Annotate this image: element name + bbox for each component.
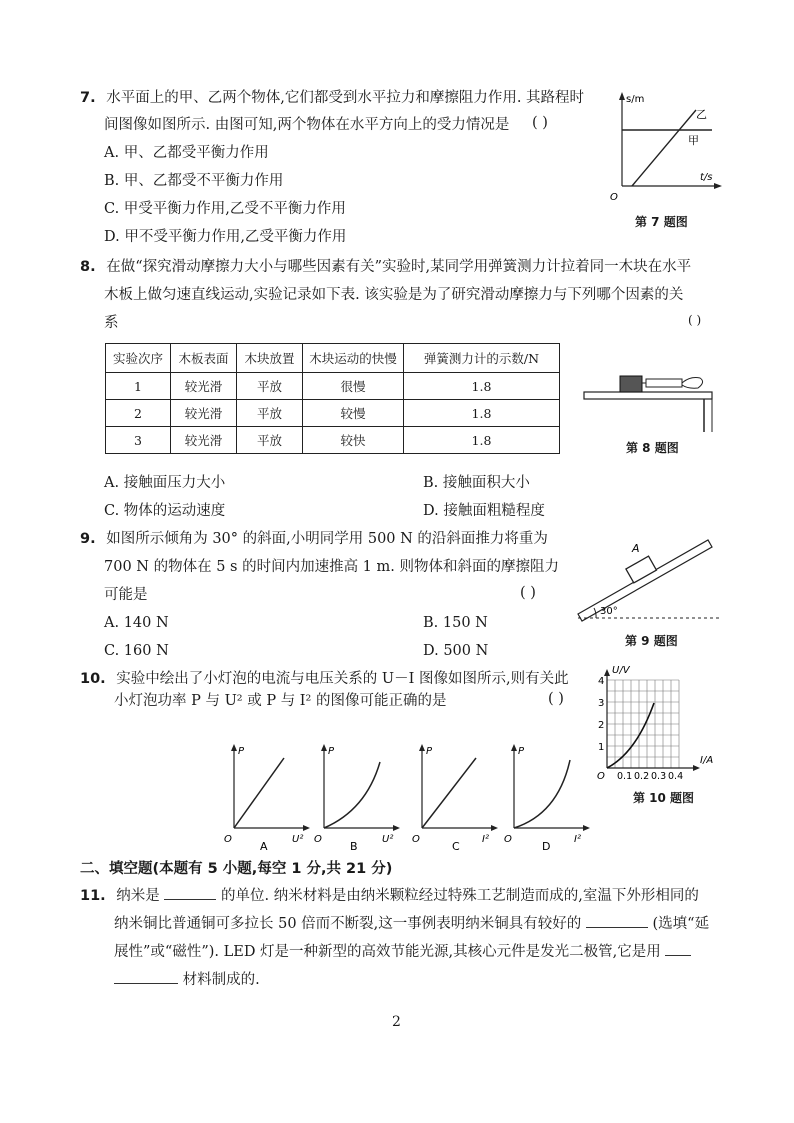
table-cell: 1.8 [404,373,560,400]
q7-figure [608,88,728,213]
q10-text-1: 实验中绘出了小灯泡的电流与电压关系的 U－I 图像如图所示,则有关此 [116,671,569,687]
q10-answer-paren: ( ) [548,691,564,707]
q10-x-arrow [693,765,700,771]
q9-option-b: B. 150 N [423,615,488,631]
table-row [106,427,560,454]
q11-number: 11. [80,888,106,904]
q8-spring-scale [646,379,682,387]
q10-ytick: 3 [598,698,605,709]
section-2-title: 二、填空题(本题有 5 小题,每空 1 分,共 21 分) [80,861,393,877]
table-cell: 1.8 [404,400,560,427]
q7-caption: 第 7 题图 [635,215,688,229]
table-cell: 较慢 [303,400,404,427]
q7-ylabel: s/m [626,94,645,105]
table-cell: 较光滑 [171,373,237,400]
table-cell: 2 [106,400,171,427]
q7-text-1: 水平面上的甲、乙两个物体,它们都受到水平拉力和摩擦阻力作用. 其路程时 [106,90,585,106]
q11-text-1b: 的单位. 纳米材料是由纳米颗粒经过特殊工艺制造而成的,室温下外形相同的 [221,888,699,904]
q11-text-3a: 展性”或“磁性”). LED 灯是一种新型的高效节能光源,其核心元件是发光二极管,它是用 [114,944,661,960]
q10-graph-c-origin: O [412,834,420,845]
q9-answer-paren: ( ) [520,585,536,601]
q10-graph-c-ylabel: P [426,746,433,757]
q10-graph-d [502,742,592,852]
table-row [106,373,560,400]
q11-text-1a: 纳米是 [116,888,160,904]
q10-graph-b-letter: B [350,840,358,852]
q7-option-c: C. 甲受平衡力作用,乙受不平衡力作用 [104,201,346,217]
q8-caption: 第 8 题图 [626,441,679,455]
table-cell: 平放 [237,400,303,427]
q10-graph-b-curve [324,762,380,828]
q9-line3: 可能是 [104,587,148,603]
table-cell: 1 [106,373,171,400]
q8-table [105,343,560,454]
q10-xtick: 0.4 [668,771,684,782]
q8-option-a: A. 接触面压力大小 [104,475,226,491]
q8-number: 8. [80,259,96,275]
q9-option-d: D. 500 N [423,643,489,659]
q8-line2: 木板上做匀速直线运动,实验记录如下表. 该实验是为了研究滑动摩擦力与下列哪个因素的关 [104,287,684,303]
q11-text-4b: 材料制成的. [182,972,260,988]
q7-option-b: B. 甲、乙都受不平衡力作用 [104,173,284,189]
q9-line2: 700 N 的物体在 5 s 的时间内加速推高 1 m. 则物体和斜面的摩擦阻力 [104,559,559,575]
q10-graph-b-xlabel: U² [382,834,394,845]
q10-graph-b [312,742,402,852]
q10-graph-d-xlabel: I² [574,834,581,845]
q9-angle-label: 30° [600,606,618,617]
q10-graph-a [222,742,312,852]
q7-number: 7. [80,90,96,106]
q11-blank-1[interactable] [164,885,216,900]
q8-line1 [80,257,691,277]
q10-xlabel: I/A [700,755,714,766]
q9-option-c: C. 160 N [104,643,169,659]
q10-caption: 第 10 题图 [633,791,695,805]
q11-line3 [114,941,691,962]
table-header: 木块运动的快慢 [303,344,404,373]
q7-option-a: A. 甲、乙都受平衡力作用 [104,145,269,161]
table-cell: 较光滑 [171,400,237,427]
q7-label-jia: 甲 [688,134,699,147]
q10-ytick: 2 [598,720,605,731]
q8-line3: 系 [104,315,119,331]
q10-figure [596,663,722,783]
q10-graph-a-ylabel: P [238,746,245,757]
q7-line2: 间图像如图所示. 由图可知,两个物体在水平方向上的受力情况是 [104,117,510,133]
q7-line1 [80,88,584,108]
q7-y-arrow [619,92,625,100]
q10-xtick: 0.2 [634,771,650,782]
q11-line2 [114,913,709,934]
q10-graph-d-curve [514,760,570,828]
q8-block [620,376,642,392]
table-cell: 1.8 [404,427,560,454]
q10-graph-c-letter: C [452,840,460,852]
q10-graph-a-xlabel: U² [292,834,304,845]
q9-figure [574,536,724,626]
q8-text-1: 在做“探究滑动摩擦力大小与哪些因素有关”实验时,某同学用弹簧测力计拉着同一木块在水平 [106,259,692,275]
table-header: 木板表面 [171,344,237,373]
q10-ylabel: U/V [612,665,630,676]
q7-x-arrow [714,183,722,189]
q9-text-1: 如图所示倾角为 30° 的斜面,小明同学用 500 N 的沿斜面推力将重为 [106,531,548,547]
q10-y-arrow [604,669,610,676]
q11-line1 [80,885,699,906]
q9-option-a: A. 140 N [104,615,169,631]
q11-line4 [114,969,260,990]
q8-figure [582,362,722,434]
table-header: 实验次序 [106,344,171,373]
q9-caption: 第 9 题图 [625,634,678,648]
q8-answer-paren: ( ) [688,313,702,327]
page-number: 2 [392,1014,401,1030]
table-header: 木块放置 [237,344,303,373]
q9-line1 [80,529,548,549]
q7-answer-paren: ( ) [532,115,548,131]
q7-xlabel: t/s [700,172,713,183]
q10-number: 10. [80,671,106,687]
table-header-row [106,344,560,373]
table-cell: 3 [106,427,171,454]
q11-blank-3a[interactable] [665,941,691,956]
q9-block-label: A [632,542,640,555]
q10-graph-c-xlabel: I² [482,834,489,845]
table-cell: 较光滑 [171,427,237,454]
q10-graph-d-letter: D [542,840,551,852]
q10-xtick: 0.1 [617,771,633,782]
q10-graph-c [410,742,500,852]
q10-origin: O [597,771,605,782]
table-cell: 平放 [237,373,303,400]
q8-option-b: B. 接触面积大小 [423,475,530,491]
q10-graph-c-line [422,758,476,828]
q8-hand [682,378,703,389]
q7-line-yi [632,110,696,186]
q7-label-yi: 乙 [696,108,707,121]
q11-text-2b: (选填“延 [652,916,710,932]
table-row [106,400,560,427]
q11-blank-3b[interactable] [114,969,178,984]
q10-graph-b-ylabel: P [328,746,335,757]
table-cell: 平放 [237,427,303,454]
q10-line2: 小灯泡功率 P 与 U² 或 P 与 I² 的图像可能正确的是 [114,693,447,709]
q10-ytick: 1 [598,742,605,753]
table-cell: 很慢 [303,373,404,400]
q7-origin: O [610,192,618,203]
q10-line1 [80,669,569,689]
table-cell: 较快 [303,427,404,454]
q10-graph-d-ylabel: P [518,746,525,757]
q8-option-d: D. 接触面粗糙程度 [423,503,545,519]
q10-grid [607,680,679,768]
q11-blank-2[interactable] [586,913,648,928]
q10-ytick: 4 [598,676,605,687]
q10-graph-a-line [234,758,284,828]
q10-graph-a-letter: A [260,840,268,852]
q9-incline [578,540,712,621]
q10-graph-b-origin: O [314,834,322,845]
q10-xtick: 0.3 [651,771,667,782]
q9-number: 9. [80,531,96,547]
q10-graph-a-origin: O [224,834,232,845]
table-header: 弹簧测力计的示数/N [404,344,560,373]
q8-option-c: C. 物体的运动速度 [104,503,226,519]
q11-text-2a: 纳米铜比普通铜可多拉长 50 倍而不断裂,这一事例表明纳米铜具有较好的 [114,916,582,932]
q8-board [584,392,712,399]
q7-option-d: D. 甲不受平衡力作用,乙受平衡力作用 [104,229,347,245]
q10-graph-d-origin: O [504,834,512,845]
